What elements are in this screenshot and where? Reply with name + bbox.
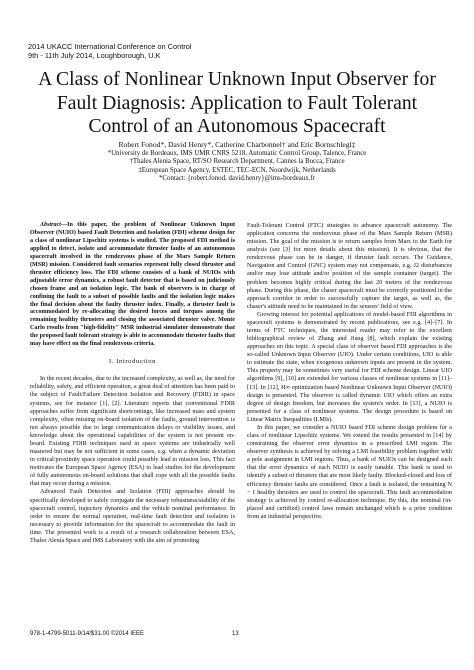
title-line-3: Control of an Autonomous Spacecraft [88,116,386,138]
title-line-1: A Class of Nonlinear Unknown Input Observer for [38,69,436,90]
abstract [30,222,235,349]
abstract-lead: Abstract [40,222,61,228]
section-heading-introduction: I. Introduction [108,358,157,366]
conference-header [28,43,192,60]
conference-date-location: 9th - 11th July 2014, Loughborough, U.K [28,50,161,60]
affiliation-thales: †Thales Alenia Space, RT/SO Research Department, Cannes la Bocca, France [129,158,345,166]
affiliation-esa: ‡European Space Agency, ESTEC, TEC-ECN, Noordwijk, Netherlands [138,166,336,174]
isbn-copyright: 978-1-4799-5011-9/14/$31.00 ©2014 IEEE [30,631,145,637]
title-line-2: Fault Diagnosis: Application to Fault Tolerant [56,92,418,114]
conference-name: 2014 UKACC International Conference on Control [28,42,192,51]
paper-title [14,68,460,139]
intro-paragraph-2: Advanced Fault Detection and Isolation (FDI) approaches should be specifically developed to safely conjugate the necessary robustness/stability of the spacecraft control, trajectory dynamics and the vehicle nominal performance. In order to ensure the normal operation, real-time fault detection and isolation is necessary to provide information for the spacecraft to accommodate the fault in time. The presented work is a result of a research collaboration between ESA, Thales Alenia Space and IMS Laboratory with the aim of promoting [30,488,235,544]
contact-email: *Contact: {robert.fonod, david.henry}@ims-bordeaux.fr [158,175,316,183]
affiliation-bordeaux: *University de Bordeaux, IMS UMR CNRS 5218, Automatic Control Group, Talence, France [107,149,367,157]
author-block [0,140,474,183]
intro-paragraph-3: Fault-Tolerant Control (FTC) strategies to advance spacecraft autonomy. The application concerns the rendezvous phase of the Mars Sample Return (MSR) mission. The goal of the mission is to return samples from Mars to the Earth for analysis (see [3] for more details about this mission). It is obvious, that the rendezvous phase can be in danger, if thruster fault occurs. The Guidance, Navigation and Control (GNC) system may not compensate, e.g. J2 disturbances and/or may lose attitude and/or position of the sample container (target). The problem becomes highly critical during the last 20 meters of the rendezvous phase. During this phase, the chaser spacecraft must be correctly positioned in the approach corridor in order to successfully capture the target, as well as, the chaser's attitude need to be maintained in the sensors' field of view. [247,222,452,310]
page-number: 13 [232,631,239,637]
left-column [30,222,235,545]
author-names: Robert Fonod*, David Henry*, Catherine Charbonnel† and Eric Bornschlegl‡ [118,140,356,149]
right-column [247,222,452,521]
intro-paragraph-5: In this paper, we consider a NUIO based FDI scheme design problem for a class of nonlinear Lipschitz systems. We extend the results presented in [14] by constraining the observer error dynamics in a prescribed LMI region. The observer synthesis is achieved by solving a LMI feasibility problem together with a pole assignment in LMI regions. Thus, a bank of NUIOs can be designed such that the error dynamics of each NUIO is easily tunable. This bank is used to identify a subset of thrusters that are most likely faulty. Blocked-closed and loss of efficiency thruster faults are considered. Once a fault is isolated, the remaining N − 1 healthy thrusters are used to control the spacecraft. This fault accommodation strategy is achieved by control re-allocation technique. By this, the nominal (in-placed and certified) control laws remain unchanged which is a prior condition from an industrial perspective. [247,423,452,520]
abstract-text: —In this paper, the problem of Nonlinear Unknown Input Observer (NUIO) based Fault Detection and Isolation (FDI) scheme design for a class of nonlinear Lipschitz systems is studied. The proposed FDI method is applied to detect, isolate and accommodate thruster faults of an autonomous spacecraft involved in the rendezvous phase of the Mars Sample Return (MSR) mission. Considered fault scenarios represent fully closed thruster and thruster efficiency loss. The FDI scheme consists of a bank of NUIOs with adjustable error dynamics, a robust fault detector that is based on judiciously chosen frame and an isolation logic. The bank of observers is in charge of confining the fault to a subset of possible faults and the isolation logic makes the final decision about the faulty thruster index. Finally, a thruster fault is accommodated by re-allocating the desired forces and torques among the remaining healthy thrusters and closing the associated thruster valve. Monte Carlo results from "high-fidelity" MSR industrial simulator demonstrate that the proposed fault tolerant strategy is able to accommodate thruster faults that may have effect on the final rendezvous criteria. [30,222,235,348]
intro-paragraph-4: Growing interest for potential applications of model-based FDI algorithms in spacecraft systems is demonstrated by recent publications, see e.g. [4]–[7]. In terms of FTC techniques, the interested reader may refer to the excellent bibliographical review of Zhang and Jiang [8], which explain the existing approaches on this topic. A special class of observer based FDI approaches is the so-called Unknown Input Observer (UIO). Under certain conditions, UIO is able to estimate the state, when exogenous unknown inputs are present in the system. This property may be sometimes very useful for FDI scheme design. Linear UIO algorithms [9], [10] are extended for various classes of nonlinear systems in [11]–[13]. In [12], H∞ optimization based Nonlinear Unknown Input Observer (NUIO) design is presented. The observer is called dynamic UIO which offers an extra degree of design freedom, but increases the system's order. In [13], a NUIO is presented for a class of nonlinear systems. The design procedure is based on Linear Matrix Inequalities (LMIs). [247,310,452,423]
intro-paragraph-1: In the recent decades, due to the increased complexity, as well as, the need for reliability, safety, and efficient operation, a great deal of attention has been paid to the subject of Fault/Failure Detection Isolation and Recovery (FDIR) in space systems, see for instance [1], [2]. Literature reports that conventional FDIR approaches suffer from significant shortcomings, like increased mass and system complexity, often missing on-board isolation of the faults, ground intervention is not always possible due to large communication delays or visibility issues, and knowledge about the operational capabilities of the system is not present on-board. Existing FDIR techniques used in space systems are industrially well mastered but may be not sufficient in some cases, e.g. when a dynamic deviation in critical/proximity space operation could possibly lead to mission loss. This fact motivates the European Space Agency (ESA) to lead studies for the development of fully autonomous on-board solutions that shall cope with all the possible faults that may occur during a mission. [30,375,235,488]
